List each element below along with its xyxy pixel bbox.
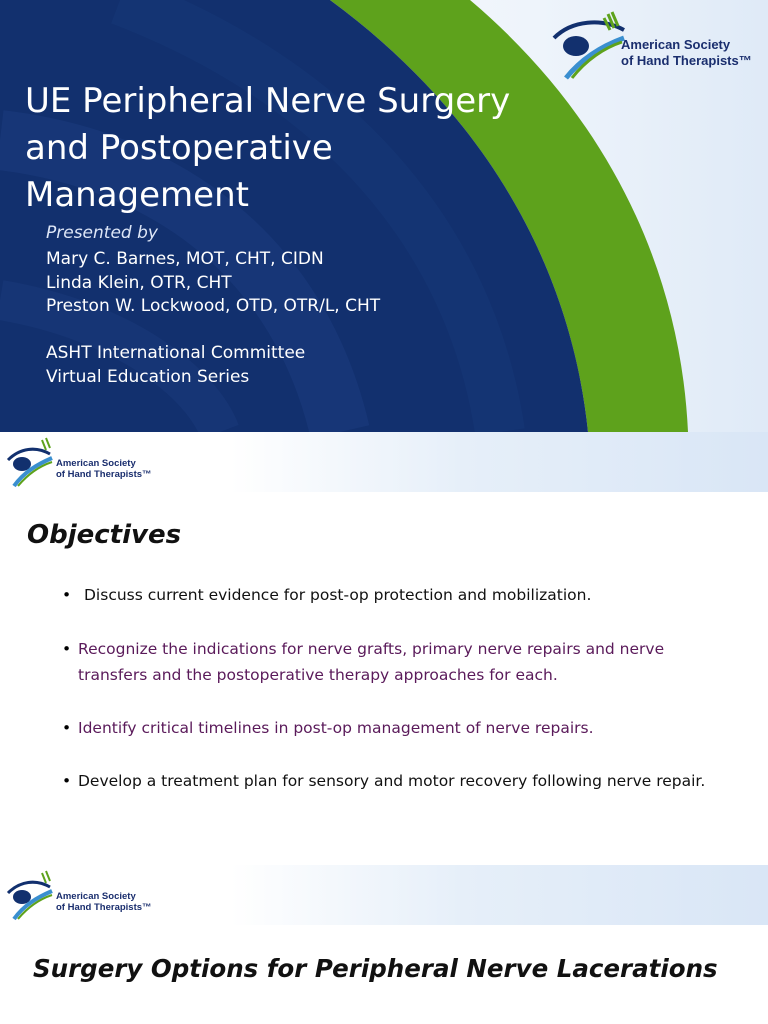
objective-item [62,582,742,608]
committee-name: ASHT International Committee [46,343,306,363]
objectives-slide [0,432,768,865]
objective-item [62,636,682,688]
objective-item [62,715,742,741]
title-slide [0,0,768,432]
org-name-line1: American Society [56,891,136,902]
objectives-heading: Objectives [27,520,182,550]
objective-text: Recognize the indications for nerve grafts, primary nerve repairs and nerve transfers and the postoperative therapy approaches for each. [78,640,665,684]
bullet-icon: • [62,586,72,604]
org-name-line2: of Hand Therapists™ [56,469,152,480]
objective-text: Discuss current evidence for post-op protection and mobilization. [84,586,592,604]
objective-text: Develop a treatment plan for sensory and motor recovery following nerve repair. [78,772,706,790]
org-name-line2: of Hand Therapists™ [621,53,752,68]
presented-by-label: Presented by [46,223,158,243]
org-name [56,891,152,913]
slide-header-band [0,432,768,492]
bullet-icon: • [62,772,72,790]
slide-heading: Surgery Options for Peripheral Nerve Lacerations [33,954,718,983]
asht-hand-leaf-logo-icon [0,432,60,492]
bullet-icon: • [62,640,72,658]
surgery-options-slide [0,865,768,1024]
org-name [56,458,152,480]
series-info [46,342,305,389]
presenter-name: Mary C. Barnes, MOT, CHT, CIDN [46,249,324,269]
org-name [621,37,752,69]
presentation-title: UE Peripheral Nerve Surgery and Postoperative Management [25,81,511,215]
presenter-name: Linda Klein, OTR, CHT [46,272,232,293]
bullet-icon: • [62,719,72,737]
org-name-line2: of Hand Therapists™ [56,902,152,913]
org-name-line1: American Society [56,458,136,469]
presenter-name: Preston W. Lockwood, OTD, OTR/L, CHT [46,296,381,316]
objective-item [62,768,742,794]
objective-text: Identify critical timelines in post-op management of nerve repairs. [78,719,594,737]
series-name: Virtual Education Series [46,366,250,387]
slide-header-band [0,865,768,925]
org-name-line1: American Society [621,37,731,52]
presenter-list [46,248,380,319]
asht-hand-leaf-logo-icon [0,865,60,925]
